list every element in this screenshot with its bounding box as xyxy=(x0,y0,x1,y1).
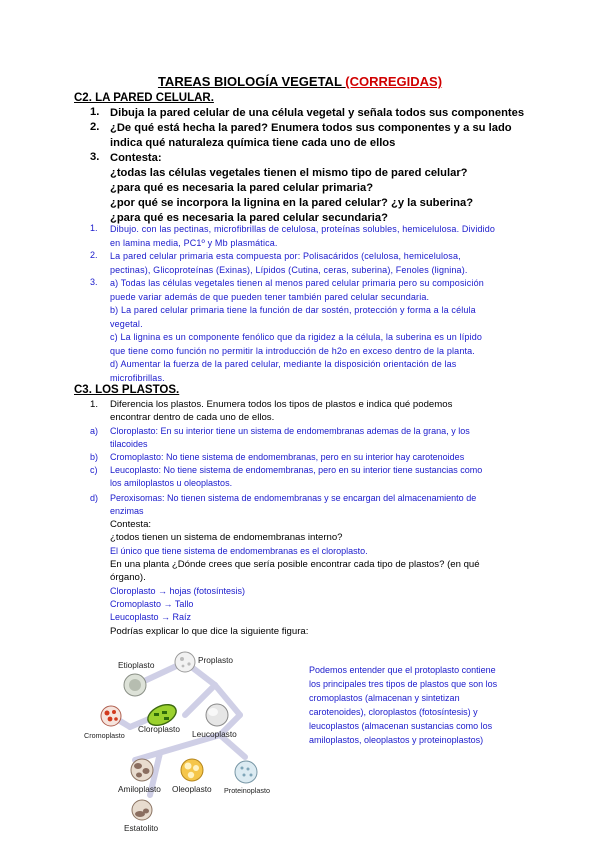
question-where: En una planta ¿Dónde crees que sería posible encontrar cada tipo de plastos? (en qué xyxy=(110,559,480,570)
section-heading-c2: C2. LA PARED CELULAR. xyxy=(74,92,214,104)
leucoplasto-shape xyxy=(206,704,228,726)
item-letter: c) xyxy=(90,465,98,475)
answer-line: Dibujo. con las pectinas, microfibrillas de celulosa, proteínas solubles, hemicelulosa. Dividido xyxy=(110,224,496,234)
title-main: TAREAS BIOLOGÍA VEGETAL xyxy=(157,74,346,89)
figure-answer-line: los principales tres tipos de plastos que son los xyxy=(309,679,498,689)
item-line: tilacoides xyxy=(110,439,148,449)
page-title xyxy=(0,74,600,89)
q3-label: Contesta: xyxy=(110,152,162,164)
answer-number: 1. xyxy=(90,223,98,233)
figure-answer-line: Podemos entender que el protoplasto contiene xyxy=(309,665,496,675)
answer-line: c) La lignina es un componente fenólico que da rigidez a la célula, la suberina es un lípido xyxy=(110,332,483,342)
answer-line: microfibrillas. xyxy=(110,372,165,383)
q3-line: ¿para qué es necesaria la pared celular primaria? xyxy=(110,182,374,194)
item-letter: b) xyxy=(90,452,99,462)
question-where: órgano). xyxy=(110,572,146,583)
question-figure: Podrías explicar lo que dice la siguiente figura: xyxy=(110,626,309,637)
c3-q1-line1: Diferencia los plastos. Enumera todos los tipos de plastos e indica qué podemos xyxy=(110,399,453,410)
plastid-diagram-svg xyxy=(80,645,290,840)
c3-q1-number: 1. xyxy=(90,399,99,410)
q2-line2: indica qué naturaleza química tiene cada uno de ellos xyxy=(110,137,396,149)
item-line: enzimas xyxy=(110,506,144,516)
c3-q1-line2: encontrar dentro de cada uno de ellos. xyxy=(110,412,275,423)
answer-line: puede variar además de que pueden tener también pared celular secundaria. xyxy=(110,291,430,302)
item-letter: a) xyxy=(90,426,99,436)
answer-line: vegetal. xyxy=(110,318,143,329)
figure-answer-line: amiloplastos, oleoplastos y proteinoplastos) xyxy=(309,735,484,745)
answer-endomembranes: El único que tiene sistema de endomembranas es el cloroplasto. xyxy=(110,546,368,556)
label-etioplasto: Etioplasto xyxy=(118,660,155,670)
answer-line: d) Aumentar la fuerza de la pared celular, mediante la disposición orientación de las xyxy=(110,359,457,369)
item-line: Cromoplasto: No tiene sistema de endomembranas, pero en su interior hay carotenoides xyxy=(110,452,465,462)
q2-number: 2. xyxy=(90,121,100,133)
q1-text: Dibuja la pared celular de una célula vegetal y señala todos sus componentes xyxy=(110,107,525,119)
item-line: Peroxisomas: No tienen sistema de endomembranas y se encargan del almacenamiento de xyxy=(110,493,477,503)
oleoplasto-shape xyxy=(181,759,203,781)
label-oleoplasto: Oleoplasto xyxy=(172,784,212,794)
label-proteinoplasto: Proteinoplasto xyxy=(224,786,270,795)
proplasto-shape xyxy=(175,652,195,672)
label-leucoplasto: Leucoplasto xyxy=(192,729,237,739)
etioplasto-shape xyxy=(124,674,146,696)
answer-line: que tiene como función no permitir la introducción de h2o en exceso dentro de la planta. xyxy=(110,345,475,356)
figure-answer-line: leucoplastos (almacenan sustancias como los xyxy=(309,721,493,731)
answer-number: 3. xyxy=(90,277,98,287)
label-cromoplasto: Cromoplasto xyxy=(84,731,125,740)
answer-number: 2. xyxy=(90,250,98,260)
answer-line: a) Todas las células vegetales tienen al menos pared celular primaria pero su composición xyxy=(110,278,484,288)
item-line: Cloroplasto: En su interior tiene un sistema de endomembranas ademas de la grana, y los xyxy=(110,426,470,436)
label-estatolito: Estatolito xyxy=(124,823,159,833)
label-proplasto: Proplasto xyxy=(198,655,234,665)
answer-where: Leucoplasto → Raíz xyxy=(110,612,192,622)
q2-line1: ¿De qué está hecha la pared? Enumera todos sus componentes y a su lado xyxy=(110,122,512,134)
cromoplasto-shape xyxy=(101,706,121,726)
figure-answer-line: carotenoides), cloroplastos (fotosíntesis) y xyxy=(309,707,478,717)
label-cloroplasto: Cloroplasto xyxy=(138,724,180,734)
contesta-label: Contesta: xyxy=(110,519,152,530)
q1-number: 1. xyxy=(90,106,100,118)
plastid-diagram xyxy=(80,645,290,840)
proteinoplasto-shape xyxy=(235,761,257,783)
item-letter: d) xyxy=(90,493,99,503)
q3-line: ¿por qué se incorpora la lignina en la pared celular? ¿y la suberina? xyxy=(110,197,474,209)
item-line: los amiloplastos u oleoplastos. xyxy=(110,478,233,488)
answer-line: en lamina media, PC1º y Mb plasmática. xyxy=(110,237,278,248)
q3-line: ¿todas las células vegetales tienen el mismo tipo de pared celular? xyxy=(110,167,468,179)
estatolito-shape xyxy=(132,800,152,820)
title-corrected: (CORREGIDAS) xyxy=(345,74,443,89)
question-endomembranes: ¿todos tienen un sistema de endomembranas interno? xyxy=(110,532,343,543)
label-amiloplasto: Amiloplasto xyxy=(118,784,161,794)
answer-line: La pared celular primaria esta compuesta por: Polisacáridos (celulosa, hemicelulosa, xyxy=(110,251,461,261)
section-heading-c3: C3. LOS PLASTOS. xyxy=(74,384,180,396)
answer-where: Cloroplasto → hojas (fotosíntesis) xyxy=(110,586,246,596)
item-line: Leucoplasto: No tiene sistema de endomembranas, pero en su interior tiene sustancias como xyxy=(110,465,483,475)
figure-answer-line: cromoplastos (almacenan y sintetizan xyxy=(309,693,460,703)
q3-number: 3. xyxy=(90,151,100,163)
q3-line: ¿para qué es necesaria la pared celular secundaria? xyxy=(110,212,388,224)
amiloplasto-shape xyxy=(131,759,153,781)
answer-line: pectinas), Glicoproteínas (Exinas), Lípidos (Cutina, ceras, suberina), Fenoles (lignina). xyxy=(110,264,468,275)
answer-line: b) La pared celular primaria tiene la función de dar sostén, protección y forma a la célula xyxy=(110,305,476,315)
answer-where: Cromoplasto → Tallo xyxy=(110,599,194,609)
